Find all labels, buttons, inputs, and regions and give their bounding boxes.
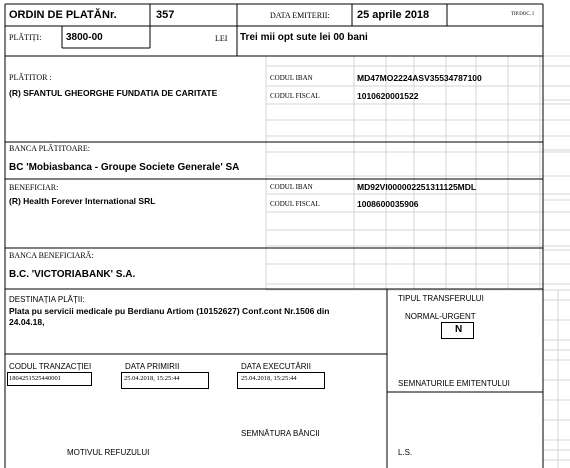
payer-name: (R) SFANTUL GHEORGHE FUNDATIA DE CARITATE xyxy=(9,88,218,98)
received-date-value: 25.04.2018, 15:25:44 xyxy=(124,375,180,382)
payer-fiscal-label: CODUL FISCAL xyxy=(270,92,320,100)
beneficiary-fiscal-label: CODUL FISCAL xyxy=(270,200,320,208)
beneficiary-fiscal-code: 1008600035906 xyxy=(357,199,419,209)
pay-label: PLĂTIȚI: xyxy=(9,33,42,42)
currency-label: LEI xyxy=(215,34,228,43)
destination-line-2: 24.04.18, xyxy=(9,317,45,327)
transaction-code-label: CODUL TRANZACȚIEI xyxy=(9,362,92,371)
received-date-label: DATA PRIMIRII xyxy=(125,362,180,371)
document-title: ORDIN DE PLATĂ xyxy=(9,9,102,21)
amount-in-words: Trei mii opt sute lei 00 bani xyxy=(240,32,368,43)
issue-date-label: DATA EMITERII: xyxy=(270,11,330,20)
transfer-mode-label: NORMAL-URGENT xyxy=(405,312,476,321)
issue-date-value: 25 aprile 2018 xyxy=(357,9,430,21)
payer-iban: MD47MO2224ASV35534787100 xyxy=(357,73,482,83)
document-type-code: TIP.DOC. I xyxy=(511,12,534,17)
destination-label: DESTINAȚIA PLĂȚII: xyxy=(9,295,85,304)
payer-fiscal-code: 1010620001522 xyxy=(357,91,419,101)
beneficiary-bank-label: BANCA BENEFICIARĂ: xyxy=(9,251,94,260)
transfer-type-label: TIPUL TRANSFERULUI xyxy=(398,294,484,303)
beneficiary-bank-name: B.C. 'VICTORIABANK' S.A. xyxy=(9,269,136,280)
beneficiary-name: (R) Health Forever International SRL xyxy=(9,196,156,206)
payer-label: PLĂTITOR : xyxy=(9,73,52,82)
executed-date-value: 25.04.2018, 15:25:44 xyxy=(241,375,297,382)
transaction-code-value: 1804251525440001 xyxy=(9,375,61,382)
issuer-signatures-label: SEMNATURILE EMITENTULUI xyxy=(398,379,510,388)
ls-label: L.S. xyxy=(398,448,413,457)
transfer-type-value: N xyxy=(455,324,463,335)
beneficiary-iban-label: CODUL IBAN xyxy=(270,183,313,191)
bank-signature-label: SEMNĂTURA BĂNCII xyxy=(241,429,320,438)
beneficiary-iban: MD92VI000002251311125MDL xyxy=(357,182,477,192)
destination-line-1: Plata pu servicii medicale pu Berdianu Artiom (10152627) Conf.cont Nr.1506 din xyxy=(9,306,330,316)
order-number-label: Nr. xyxy=(102,9,117,21)
amount-value: 3800-00 xyxy=(66,32,103,43)
refusal-reason-label: MOTIVUL REFUZULUI xyxy=(67,448,150,457)
payer-bank-name: BC 'Mobiasbanca - Groupe Societe Generale' SA xyxy=(9,162,240,173)
payer-iban-label: CODUL IBAN xyxy=(270,74,313,82)
order-number-value: 357 xyxy=(156,9,175,21)
payer-bank-label: BANCA PLĂTITOARE: xyxy=(9,144,90,153)
beneficiary-label: BENEFICIAR: xyxy=(9,183,59,192)
executed-date-label: DATA EXECUTĂRII xyxy=(241,362,311,371)
